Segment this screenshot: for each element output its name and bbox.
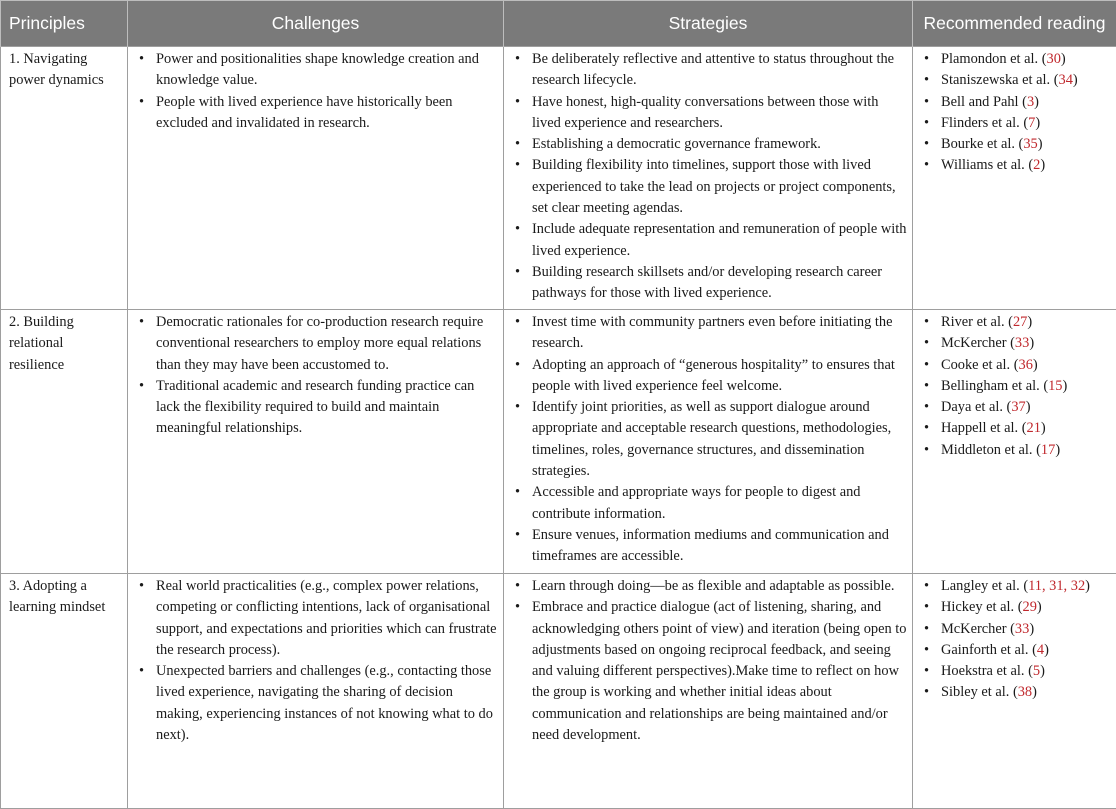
reference-link[interactable]: 11, 31, 32 bbox=[1028, 578, 1085, 594]
reading-item: • Flinders et al. (7) bbox=[920, 113, 1111, 134]
reading-item: • Happell et al. (21) bbox=[920, 418, 1111, 439]
reading-author: Williams et al. bbox=[941, 157, 1025, 173]
reading-author: Gainforth et al. bbox=[941, 642, 1029, 658]
strategies-cell bbox=[504, 47, 913, 310]
reading-item: • Gainforth et al. (4) bbox=[920, 640, 1111, 661]
strategy-item: • Ensure venues, information mediums and communication and timeframes are accessible. bbox=[511, 525, 907, 568]
reference-link[interactable]: 35 bbox=[1023, 136, 1037, 152]
reference-link[interactable]: 36 bbox=[1019, 357, 1033, 373]
reference-link[interactable]: 33 bbox=[1015, 335, 1029, 351]
reference-link[interactable]: 3 bbox=[1027, 94, 1034, 110]
reference-link[interactable]: 34 bbox=[1059, 72, 1073, 88]
reference-link[interactable]: 27 bbox=[1013, 314, 1027, 330]
principle-cell: 3. Adopting a learning mindset bbox=[1, 574, 128, 809]
reference-link[interactable]: 38 bbox=[1018, 684, 1032, 700]
reading-author: Langley et al. bbox=[941, 578, 1020, 594]
reference-link[interactable]: 33 bbox=[1015, 621, 1029, 637]
principle-cell: 2. Building relational resilience bbox=[1, 310, 128, 574]
challenges-cell bbox=[128, 310, 504, 574]
reading-item: • Staniszewska et al. (34) bbox=[920, 70, 1111, 91]
reading-item: • McKercher (33) bbox=[920, 619, 1111, 640]
reading-author: Happell et al. bbox=[941, 420, 1018, 436]
reading-item: • River et al. (27) bbox=[920, 312, 1111, 333]
challenge-item: • People with lived experience have historically been excluded and invalidated in research. bbox=[135, 92, 498, 135]
challenge-item: • Traditional academic and research funding practice can lack the flexibility required to build and maintain meaningful relationships. bbox=[135, 376, 498, 440]
reading-item: • Daya et al. (37) bbox=[920, 397, 1111, 418]
strategy-item: • Learn through doing—be as flexible and adaptable as possible. bbox=[511, 576, 907, 597]
reading-author: Daya et al. bbox=[941, 399, 1003, 415]
reading-item: • Hickey et al. (29) bbox=[920, 597, 1111, 618]
reference-link[interactable]: 21 bbox=[1027, 420, 1041, 436]
header-recommended-reading: Recommended reading bbox=[913, 1, 1116, 47]
header-row bbox=[1, 1, 1116, 47]
reading-item: • Langley et al. (11, 31, 32) bbox=[920, 576, 1111, 597]
reading-author: McKercher bbox=[941, 621, 1007, 637]
strategy-item: • Accessible and appropriate ways for people to digest and contribute information. bbox=[511, 482, 907, 525]
strategies-cell bbox=[504, 574, 913, 809]
reading-cell bbox=[913, 574, 1116, 809]
reading-item: • Hoekstra et al. (5) bbox=[920, 661, 1111, 682]
strategy-item: • Embrace and practice dialogue (act of listening, sharing, and acknowledging others point of view) and iteration (being open to adjustments based on ongoing reciprocal feedback, and seeing and valuing different perspectives).Make time to reflect on how the group is working and whether initial ideas about communication and relationships are being maintained and/or need development. bbox=[511, 597, 907, 746]
reading-author: Bellingham et al. bbox=[941, 378, 1040, 394]
reading-item: • Cooke et al. (36) bbox=[920, 355, 1111, 376]
strategy-item: • Be deliberately reflective and attentive to status throughout the research lifecycle. bbox=[511, 49, 907, 92]
strategy-item: • Building research skillsets and/or developing research career pathways for those with lived experience. bbox=[511, 262, 907, 305]
reading-author: Plamondon et al. bbox=[941, 51, 1038, 67]
reading-author: Bourke et al. bbox=[941, 136, 1015, 152]
reading-author: Cooke et al. bbox=[941, 357, 1010, 373]
reading-item: • Bellingham et al. (15) bbox=[920, 376, 1111, 397]
reference-link[interactable]: 37 bbox=[1011, 399, 1025, 415]
table-row bbox=[1, 310, 1116, 574]
reading-author: River et al. bbox=[941, 314, 1005, 330]
strategy-item: • Building flexibility into timelines, support those with lived experienced to take the lead on projects or project components, set clear meeting agendas. bbox=[511, 155, 907, 219]
reading-item: • Bourke et al. (35) bbox=[920, 134, 1111, 155]
reading-cell bbox=[913, 47, 1116, 310]
principle-cell: 1. Navigating power dynamics bbox=[1, 47, 128, 310]
challenge-item: • Democratic rationales for co-production research require conventional researchers to employ more equal relations than they may have been accustomed to. bbox=[135, 312, 498, 376]
header-principles: Principles bbox=[1, 1, 128, 47]
reading-author: Sibley et al. bbox=[941, 684, 1009, 700]
reading-author: Flinders et al. bbox=[941, 115, 1020, 131]
reading-author: Hickey et al. bbox=[941, 599, 1014, 615]
challenge-item: • Unexpected barriers and challenges (e.g., contacting those lived experience, navigating the sharing of decision making, experiencing instances of not knowing what to do next). bbox=[135, 661, 498, 746]
challenge-item: • Power and positionalities shape knowledge creation and knowledge value. bbox=[135, 49, 498, 92]
reference-link[interactable]: 17 bbox=[1041, 442, 1055, 458]
strategy-item: • Include adequate representation and remuneration of people with lived experience. bbox=[511, 219, 907, 262]
reference-link[interactable]: 30 bbox=[1047, 51, 1061, 67]
reading-author: Bell and Pahl bbox=[941, 94, 1019, 110]
header-strategies: Strategies bbox=[504, 1, 913, 47]
reading-cell bbox=[913, 310, 1116, 574]
reading-item: • Bell and Pahl (3) bbox=[920, 92, 1111, 113]
reference-link[interactable]: 5 bbox=[1033, 663, 1040, 679]
strategies-cell bbox=[504, 310, 913, 574]
challenge-item: • Real world practicalities (e.g., complex power relations, competing or conflicting intentions, lack of organisational support, and expectations and priorities which can frustrate the research process). bbox=[135, 576, 498, 661]
strategy-item: • Invest time with community partners even before initiating the research. bbox=[511, 312, 907, 355]
reading-item: • Sibley et al. (38) bbox=[920, 682, 1111, 703]
challenges-cell bbox=[128, 47, 504, 310]
challenges-cell bbox=[128, 574, 504, 809]
table-row bbox=[1, 574, 1116, 809]
reading-author: McKercher bbox=[941, 335, 1007, 351]
reading-author: Middleton et al. bbox=[941, 442, 1033, 458]
reference-link[interactable]: 2 bbox=[1033, 157, 1040, 173]
strategy-item: • Have honest, high-quality conversations between those with lived experience and researchers. bbox=[511, 92, 907, 135]
reading-item: • Williams et al. (2) bbox=[920, 155, 1111, 176]
reading-author: Staniszewska et al. bbox=[941, 72, 1050, 88]
reference-link[interactable]: 4 bbox=[1037, 642, 1044, 658]
reference-link[interactable]: 29 bbox=[1023, 599, 1037, 615]
reading-author: Hoekstra et al. bbox=[941, 663, 1025, 679]
strategy-item: • Identify joint priorities, as well as support dialogue around appropriate and acceptable research questions, methodologies, timelines, roles, governance structures, and dissemination strategies. bbox=[511, 397, 907, 482]
strategy-item: • Establishing a democratic governance framework. bbox=[511, 134, 907, 155]
header-challenges: Challenges bbox=[128, 1, 504, 47]
reference-link[interactable]: 7 bbox=[1028, 115, 1035, 131]
table-row bbox=[1, 47, 1116, 310]
reading-item: • Middleton et al. (17) bbox=[920, 440, 1111, 461]
reading-item: • Plamondon et al. (30) bbox=[920, 49, 1111, 70]
reading-item: • McKercher (33) bbox=[920, 333, 1111, 354]
strategy-item: • Adopting an approach of “generous hospitality” to ensures that people with lived experience feel welcome. bbox=[511, 355, 907, 398]
reference-link[interactable]: 15 bbox=[1048, 378, 1062, 394]
